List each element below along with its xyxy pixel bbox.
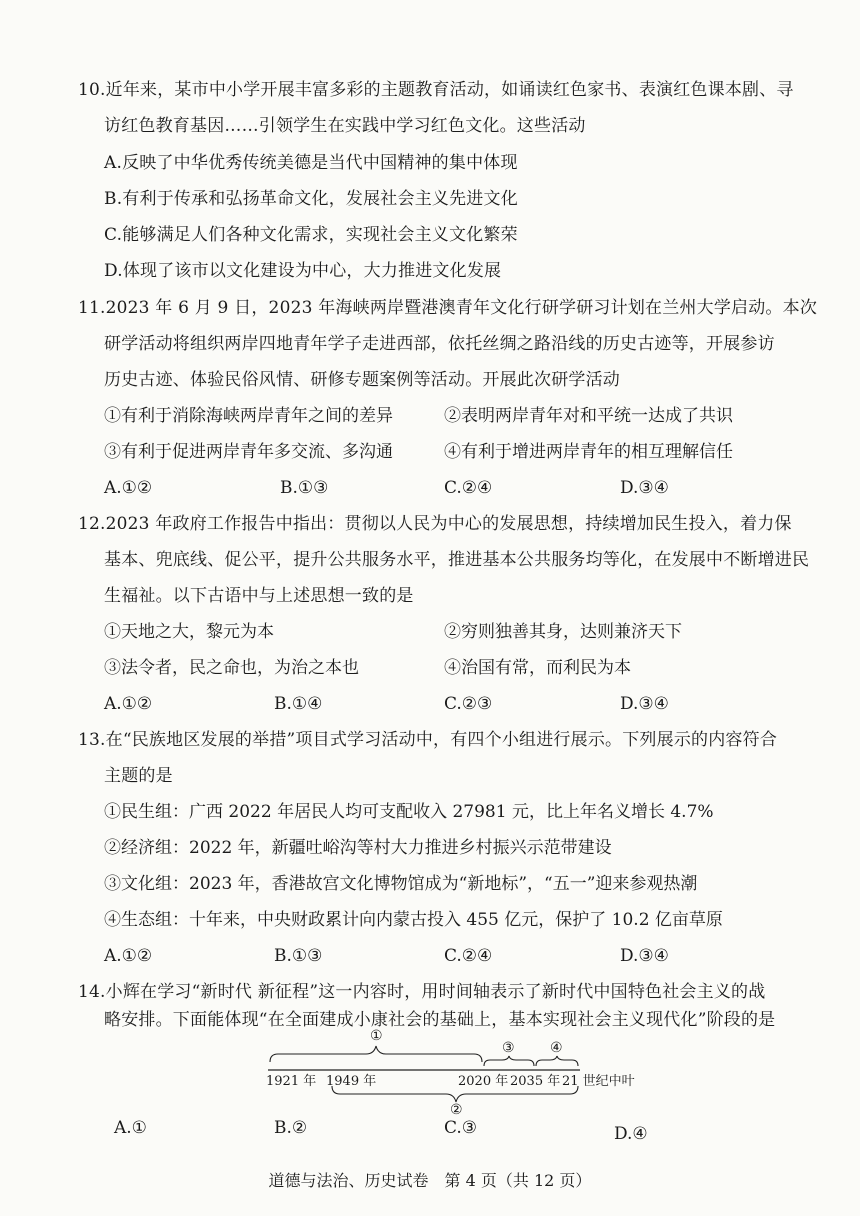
q12-statement-2: ②穷则独善其身，达则兼济天下 bbox=[444, 622, 682, 642]
q12-statement-3: ③法令者，民之命也，为治之本也 bbox=[104, 658, 359, 678]
q13-statement-4: ④生态组：十年来，中央财政累计向内蒙古投入 455 亿元，保护了 10.2 亿亩草原 bbox=[104, 910, 723, 930]
q10-stem-line-2: 访红色教育基因……引领学生在实践中学习红色文化。这些活动 bbox=[104, 116, 586, 136]
q12-option-d: D.③④ bbox=[620, 694, 669, 714]
q13-statement-2: ②经济组：2022 年，新疆吐峪沟等村大力推进乡村振兴示范带建设 bbox=[104, 838, 612, 858]
timeline-tick-2035: 2035 年 bbox=[510, 1074, 561, 1089]
timeline-segment-3-label: ③ bbox=[502, 1040, 515, 1056]
q11-stem-line-1: 11.2023 年 6 月 9 日，2023 年海峡两岸暨港澳青年文化行研学研习计划在兰州大学启动。本次 bbox=[78, 298, 818, 318]
timeline-segment-2-label: ② bbox=[450, 1102, 463, 1118]
q13-stem-line-1: 13.在“民族地区发展的举措”项目式学习活动中，有四个小组进行展示。下列展示的内容符合 bbox=[78, 730, 778, 750]
timeline-lines bbox=[262, 1028, 682, 1118]
q12-statement-4: ④治国有常，而利民为本 bbox=[444, 658, 631, 678]
q11-statement-3: ③有利于促进两岸青年多交流、多沟通 bbox=[104, 442, 393, 462]
q14-stem-line-2: 略安排。下面能体现“在全面建成小康社会的基础上，基本实现社会主义现代化”阶段的是 bbox=[104, 1010, 776, 1030]
q11-option-c: C.②④ bbox=[444, 478, 493, 498]
q10-stem-line-1: 10.近年来，某市中小学开展丰富多彩的主题教育活动，如诵读红色家书、表演红色课本剧、寻 bbox=[78, 80, 794, 100]
q12-stem-line-1: 12.2023 年政府工作报告中指出：贯彻以人民为中心的发展思想，持续增加民生投入，着力保 bbox=[78, 514, 792, 534]
q12-stem-line-3: 生福祉。以下古语中与上述思想一致的是 bbox=[104, 586, 414, 606]
q10-option-a: A.反映了中华优秀传统美德是当代中国精神的集中体现 bbox=[104, 153, 518, 173]
page-footer: 道德与法治、历史试卷 第 4 页（共 12 页） bbox=[268, 1171, 592, 1190]
q12-option-a: A.①② bbox=[104, 694, 153, 714]
q13-option-c: C.②④ bbox=[444, 946, 493, 966]
q13-statement-1: ①民生组：广西 2022 年居民人均可支配收入 27981 元，比上年名义增长 4.7% bbox=[104, 802, 714, 822]
q11-statement-2: ②表明两岸青年对和平统一达成了共识 bbox=[444, 406, 733, 426]
q13-statement-3: ③文化组：2023 年，香港故宫文化博物馆成为“新地标”，“五一”迎来参观热潮 bbox=[104, 874, 698, 894]
q11-statement-4: ④有利于增进两岸青年的相互理解信任 bbox=[444, 442, 733, 462]
q13-option-d: D.③④ bbox=[620, 946, 669, 966]
q14-option-c: C.③ bbox=[444, 1118, 478, 1138]
timeline-segment-4-label: ④ bbox=[550, 1040, 563, 1056]
q13-option-b: B.①③ bbox=[274, 946, 323, 966]
brace-segment-3 bbox=[484, 1056, 534, 1066]
q12-stem-line-2: 基本、兜底线、促公平，提升公共服务水平，推进基本公共服务均等化，在发展中不断增进民 bbox=[104, 550, 810, 570]
q14-option-d: D.④ bbox=[614, 1124, 648, 1144]
q10-option-c: C.能够满足人们各种文化需求，实现社会主义文化繁荣 bbox=[104, 225, 518, 245]
brace-segment-1 bbox=[270, 1046, 482, 1062]
timeline-tick-1921: 1921 年 bbox=[266, 1074, 317, 1089]
q11-stem-line-2: 研学活动将组织两岸四地青年学子走进西部，依托丝绸之路沿线的历史古迹等，开展参访 bbox=[104, 334, 775, 354]
brace-segment-4 bbox=[536, 1056, 578, 1066]
q10-option-d: D.体现了该市以文化建设为中心，大力推进文化发展 bbox=[104, 261, 502, 281]
q11-statement-1: ①有利于消除海峡两岸青年之间的差异 bbox=[104, 406, 393, 426]
q14-option-b: B.② bbox=[274, 1118, 308, 1138]
q14-stem-line-1: 14.小辉在学习“新时代 新征程”这一内容时，用时间轴表示了新时代中国特色社会主义的战 bbox=[78, 982, 766, 1002]
timeline-tick-mid-century: 21 世纪中叶 bbox=[562, 1074, 635, 1089]
strategy-timeline bbox=[262, 1028, 682, 1118]
q14-option-a: A.① bbox=[114, 1118, 147, 1138]
timeline-tick-1949: 1949 年 bbox=[326, 1074, 377, 1089]
q13-stem-line-2: 主题的是 bbox=[104, 766, 173, 786]
q11-option-a: A.①② bbox=[104, 478, 153, 498]
q11-option-d: D.③④ bbox=[620, 478, 669, 498]
q10-option-b: B.有利于传承和弘扬革命文化，发展社会主义先进文化 bbox=[104, 189, 518, 209]
q12-statement-1: ①天地之大，黎元为本 bbox=[104, 622, 274, 642]
q11-option-b: B.①③ bbox=[280, 478, 329, 498]
timeline-tick-2020: 2020 年 bbox=[458, 1074, 509, 1089]
q11-stem-line-3: 历史古迹、体验民俗风情、研修专题案例等活动。开展此次研学活动 bbox=[104, 370, 620, 390]
q12-option-b: B.①④ bbox=[274, 694, 323, 714]
q12-option-c: C.②③ bbox=[444, 694, 493, 714]
timeline-segment-1-label: ① bbox=[370, 1028, 383, 1044]
q13-option-a: A.①② bbox=[104, 946, 153, 966]
